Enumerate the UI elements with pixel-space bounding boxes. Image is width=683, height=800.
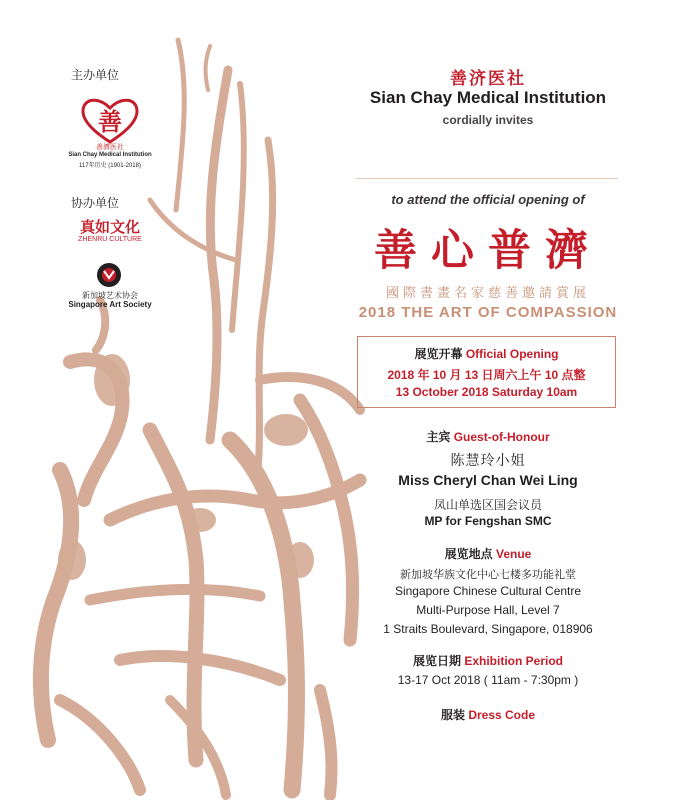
dress-code-label bbox=[300, 706, 676, 723]
exhibition-subtitle-chinese: 國際書畫名家慈善邀請賞展 bbox=[385, 286, 590, 301]
venue-label bbox=[300, 545, 676, 562]
period-value: 13-17 Oct 2018 ( 11am - 7:30pm ) bbox=[397, 673, 579, 687]
org-name: Sian Chay Medical Institution bbox=[369, 88, 607, 107]
guest-role-cn: 凤山单选区国会议员 bbox=[433, 498, 542, 512]
period-label bbox=[300, 652, 676, 669]
sian-chay-logo bbox=[68, 92, 152, 172]
opening-label-cn: 展览开幕 bbox=[414, 347, 463, 361]
period-label-en: Exhibition Period bbox=[464, 654, 564, 668]
period-label-cn: 展览日期 bbox=[412, 654, 461, 668]
divider-top bbox=[356, 178, 618, 179]
sas-english: Singapore Art Society bbox=[68, 300, 152, 309]
opening-date-cn: 2018 年 10 月 13 日周六上午 10 点整 bbox=[387, 368, 586, 382]
opening-label bbox=[357, 345, 616, 362]
host-label: 主办单位 bbox=[70, 68, 119, 82]
logo-years: 117年历史 (1901-2018) bbox=[79, 163, 141, 169]
venue-line-1: Singapore Chinese Cultural Centre bbox=[394, 584, 582, 598]
dress-label-cn: 服装 bbox=[440, 708, 465, 722]
logo-script: 善濟医社 bbox=[96, 144, 124, 151]
invites-text: cordially invites bbox=[442, 113, 534, 127]
exhibition-title-chinese: 善心普濟 bbox=[374, 226, 602, 276]
attend-text: to attend the official opening of bbox=[391, 192, 585, 207]
singapore-art-society-logo bbox=[96, 262, 122, 288]
venue-line-2: Multi-Purpose Hall, Level 7 bbox=[416, 603, 560, 617]
guest-name-en: Miss Cheryl Chan Wei Ling bbox=[398, 472, 578, 488]
dress-label-en: Dress Code bbox=[468, 708, 536, 722]
guest-label-cn: 主宾 bbox=[426, 430, 451, 444]
logo-glyph: 善 bbox=[98, 107, 122, 136]
guest-label-en: Guest-of-Honour bbox=[453, 430, 550, 444]
venue-line-cn: 新加坡华族文化中心七楼多功能礼堂 bbox=[400, 568, 576, 581]
opening-date-en: 13 October 2018 Saturday 10am bbox=[395, 385, 578, 399]
guest-role-en: MP for Fengshan SMC bbox=[424, 514, 552, 528]
logo-name: Sian Chay Medical Institution bbox=[68, 152, 152, 158]
sas-chinese: 新加坡艺术协会 bbox=[82, 291, 138, 300]
co-organiser-label: 协办单位 bbox=[70, 196, 119, 210]
guest-name-cn: 陈慧玲小姐 bbox=[450, 453, 526, 469]
venue-label-cn: 展览地点 bbox=[444, 547, 493, 561]
org-chinese-name: 善济医社 bbox=[450, 69, 526, 89]
opening-label-en: Official Opening bbox=[465, 347, 559, 361]
guest-label bbox=[300, 428, 676, 445]
art-society-icon bbox=[96, 262, 122, 288]
zhenru-english: ZHENRU CULTURE bbox=[78, 236, 142, 243]
venue-line-3: 1 Straits Boulevard, Singapore, 018906 bbox=[383, 622, 593, 636]
exhibition-title-english: 2018 THE ART OF COMPASSION bbox=[358, 304, 618, 321]
venue-label-en: Venue bbox=[496, 547, 532, 561]
zhenru-chinese: 真如文化 bbox=[79, 218, 140, 236]
